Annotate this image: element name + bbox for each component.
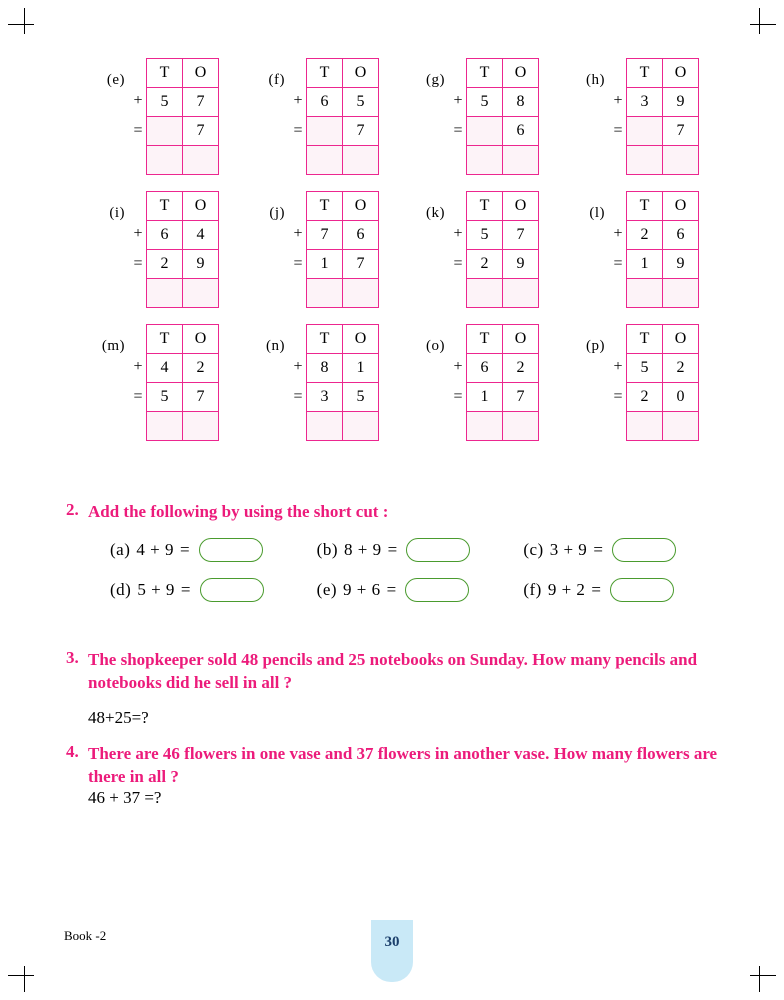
book-label: Book -2 [64,928,107,943]
table-row-addend1 [627,221,699,250]
cell-answer-ones[interactable] [343,279,379,308]
place-value-table [626,191,699,308]
cell-tens-input[interactable] [307,117,343,146]
table-row-headers [307,59,379,88]
op-blank [610,191,626,219]
header-ones: O [503,192,539,221]
table-row-answer [467,412,539,441]
crop-mark-icon [750,975,776,976]
question-3 [66,648,726,694]
table-row-addend1 [627,88,699,117]
shortcut-item-e [317,578,524,602]
cell-tens: 8 [307,354,343,383]
table-row-answer [307,146,379,175]
cell-ones: 6 [663,221,699,250]
op-equals: = [613,388,623,405]
shortcut-expression: 5 + 9 [137,580,175,599]
cell-answer-tens[interactable] [467,412,503,441]
table-row-addend1 [147,354,219,383]
table-row-headers [467,325,539,354]
sum-label: (i) [109,205,125,221]
place-value-table [146,191,219,308]
cell-tens-input[interactable] [467,117,503,146]
cell-answer-tens[interactable] [307,412,343,441]
cell-tens: 2 [627,383,663,412]
cell-tens-input[interactable] [147,117,183,146]
shortcut-expression: 8 + 9 [344,540,382,559]
table-row-addend2 [627,383,699,412]
grid-addition-exercises [88,58,728,457]
cell-ones: 5 [343,383,379,412]
cell-answer-tens[interactable] [627,412,663,441]
cell-answer-ones[interactable] [503,146,539,175]
place-value-table [466,324,539,441]
answer-input[interactable] [610,578,674,602]
place-value-table [626,58,699,175]
header-tens: T [467,59,503,88]
place-value-table [306,191,379,308]
question-4-working: 46 + 37 =? [88,788,162,807]
cell-tens-input[interactable] [627,117,663,146]
header-ones: O [663,192,699,221]
op-equals: = [613,122,623,139]
cell-answer-ones[interactable] [343,412,379,441]
cell-ones: 7 [503,383,539,412]
sum-label: (m) [101,338,125,354]
place-value-table [146,324,219,441]
sum-operators [290,324,306,412]
header-ones: O [503,325,539,354]
cell-ones: 7 [503,221,539,250]
cell-answer-ones[interactable] [183,279,219,308]
header-tens: T [627,325,663,354]
cell-ones: 8 [503,88,539,117]
shortcut-item-d [110,578,317,602]
table-row-addend2 [627,117,699,146]
cell-tens: 4 [147,354,183,383]
table-row-addend1 [307,221,379,250]
cell-answer-ones[interactable] [663,146,699,175]
sum-item-e [88,58,248,175]
answer-input[interactable] [199,538,263,562]
op-plus: + [133,225,143,242]
cell-answer-tens[interactable] [147,146,183,175]
op-blank [290,58,306,86]
header-tens: T [147,59,183,88]
shortcut-equals: = [180,580,192,599]
cell-answer-ones[interactable] [663,279,699,308]
table-row-addend2 [147,383,219,412]
sum-operators [130,58,146,146]
sum-item-f [248,58,408,175]
cell-answer-tens[interactable] [627,146,663,175]
op-plus: + [453,225,463,242]
table-row-addend2 [467,250,539,279]
cell-ones: 5 [343,88,379,117]
op-plus: + [613,92,623,109]
cell-ones: 0 [663,383,699,412]
crop-mark-icon [24,966,25,992]
op-blank [130,324,146,352]
question-2-number: 2. [66,500,79,519]
cell-answer-ones[interactable] [183,146,219,175]
table-row-addend1 [467,88,539,117]
crop-mark-icon [24,8,25,34]
shortcut-label: (a) [110,540,131,559]
table-row-headers [467,192,539,221]
sum-item-l [568,191,728,308]
table-row-addend1 [467,354,539,383]
sum-label: (k) [426,205,445,221]
shortcut-label: (f) [523,580,542,599]
header-tens: T [627,192,663,221]
header-tens: T [147,192,183,221]
cell-tens: 5 [147,88,183,117]
cell-ones: 7 [183,117,219,146]
sum-label: (j) [269,205,285,221]
table-row-answer [307,412,379,441]
table-row-headers [627,192,699,221]
cell-answer-ones[interactable] [343,146,379,175]
table-row-addend2 [627,250,699,279]
cell-tens: 7 [307,221,343,250]
op-blank [450,191,466,219]
table-row-addend1 [147,221,219,250]
answer-input[interactable] [200,578,264,602]
cell-tens: 6 [467,354,503,383]
cell-answer-ones[interactable] [503,412,539,441]
sum-operators [130,324,146,412]
table-row-headers [147,325,219,354]
table-row-answer [627,279,699,308]
cell-tens: 6 [147,221,183,250]
sum-operators [610,324,626,412]
sum-item-p [568,324,728,441]
table-row-addend1 [467,221,539,250]
question-2-text: Add the following by using the short cut : [88,502,389,521]
cell-ones: 2 [663,354,699,383]
cell-ones: 9 [183,250,219,279]
cell-tens: 6 [307,88,343,117]
shortcut-row [110,578,730,602]
crop-mark-icon [8,24,34,25]
op-plus: + [133,92,143,109]
table-row-addend2 [467,383,539,412]
op-plus: + [293,225,303,242]
shortcut-label: (e) [316,580,338,599]
cell-ones: 7 [343,117,379,146]
sum-label: (l) [589,205,605,221]
cell-answer-tens[interactable] [147,412,183,441]
cell-answer-ones[interactable] [183,412,219,441]
table-row-answer [627,146,699,175]
cell-ones: 6 [343,221,379,250]
place-value-table [626,324,699,441]
cell-tens: 5 [467,221,503,250]
sum-operators [130,191,146,279]
shortcut-exercises [110,538,730,618]
op-plus: + [613,225,623,242]
shortcut-label: (b) [316,540,338,559]
cell-ones: 1 [343,354,379,383]
table-row-addend2 [307,117,379,146]
place-value-table [306,324,379,441]
answer-input[interactable] [405,578,469,602]
question-3-number: 3. [66,648,79,667]
sum-label: (e) [106,72,125,88]
header-tens: T [147,325,183,354]
shortcut-equals: = [386,580,398,599]
op-equals: = [293,255,303,272]
cell-ones: 7 [183,383,219,412]
question-4 [66,742,726,788]
header-ones: O [663,59,699,88]
cell-answer-ones[interactable] [503,279,539,308]
table-row-addend2 [307,383,379,412]
question-2 [66,500,726,523]
header-ones: O [343,192,379,221]
cell-tens: 1 [467,383,503,412]
table-row-answer [147,412,219,441]
table-row-addend1 [627,354,699,383]
header-tens: T [307,325,343,354]
table-row-answer [147,279,219,308]
op-plus: + [293,358,303,375]
header-tens: T [467,192,503,221]
table-row-answer [467,146,539,175]
cell-tens: 3 [307,383,343,412]
sum-item-j [248,191,408,308]
header-ones: O [663,325,699,354]
header-ones: O [183,192,219,221]
table-row-answer [307,279,379,308]
cell-ones: 7 [183,88,219,117]
cell-ones: 6 [503,117,539,146]
shortcut-item-f [523,578,730,602]
grid-row [88,191,728,308]
sum-item-h [568,58,728,175]
place-value-table [146,58,219,175]
cell-tens: 2 [627,221,663,250]
cell-tens: 2 [467,250,503,279]
table-row-headers [467,59,539,88]
table-row-addend2 [147,250,219,279]
table-row-addend1 [307,88,379,117]
sum-label: (g) [426,72,445,88]
answer-input[interactable] [612,538,676,562]
op-blank [610,58,626,86]
op-equals: = [133,255,143,272]
table-row-addend2 [147,117,219,146]
header-tens: T [627,59,663,88]
cell-answer-tens[interactable] [467,146,503,175]
cell-tens: 1 [627,250,663,279]
cell-ones: 7 [343,250,379,279]
sum-operators [290,191,306,279]
sum-operators [450,58,466,146]
header-ones: O [343,325,379,354]
crop-mark-icon [759,8,760,34]
sum-operators [290,58,306,146]
cell-tens: 5 [467,88,503,117]
cell-ones: 2 [183,354,219,383]
sum-label: (f) [268,72,285,88]
table-row-headers [627,59,699,88]
cell-answer-tens[interactable] [467,279,503,308]
op-blank [450,324,466,352]
place-value-table [466,58,539,175]
sum-operators [610,191,626,279]
cell-answer-tens[interactable] [627,279,663,308]
cell-ones: 9 [503,250,539,279]
question-4-number: 4. [66,742,79,761]
table-row-headers [147,192,219,221]
sum-label: (n) [266,338,285,354]
op-equals: = [293,122,303,139]
question-3-working: 48+25=? [88,708,149,727]
shortcut-row [110,538,730,562]
shortcut-label: (d) [110,580,132,599]
question-3-text: The shopkeeper sold 48 pencils and 25 notebooks on Sunday. How many pencils and notebooks did he sell in all ? [88,650,698,692]
op-equals: = [453,388,463,405]
shortcut-equals: = [593,540,604,559]
op-equals: = [293,388,303,405]
crop-mark-icon [759,966,760,992]
op-equals: = [453,122,463,139]
op-plus: + [453,358,463,375]
crop-mark-icon [8,975,34,976]
grid-row [88,324,728,441]
table-row-answer [467,279,539,308]
place-value-table [306,58,379,175]
crop-mark-icon [750,24,776,25]
sum-label: (o) [426,338,445,354]
cell-answer-tens[interactable] [147,279,183,308]
sum-item-g [408,58,568,175]
sum-item-m [88,324,248,441]
header-ones: O [183,325,219,354]
cell-tens: 3 [627,88,663,117]
shortcut-equals: = [591,580,603,599]
header-ones: O [183,59,219,88]
table-row-headers [307,192,379,221]
table-row-answer [147,146,219,175]
cell-tens: 1 [307,250,343,279]
op-equals: = [133,122,143,139]
shortcut-label: (c) [523,540,544,559]
question-4-text: There are 46 flowers in one vase and 37 flowers in another vase. How many flowers are there in all ? [88,744,718,786]
op-plus: + [133,358,143,375]
cell-ones: 7 [663,117,699,146]
header-tens: T [307,192,343,221]
sum-label: (p) [586,338,605,354]
shortcut-expression: 9 + 6 [343,580,381,599]
table-row-headers [307,325,379,354]
cell-answer-ones[interactable] [663,412,699,441]
table-row-headers [147,59,219,88]
table-row-answer [627,412,699,441]
cell-ones: 9 [663,88,699,117]
sum-item-n [248,324,408,441]
shortcut-equals: = [179,540,191,559]
op-plus: + [453,92,463,109]
cell-answer-tens[interactable] [307,279,343,308]
header-ones: O [503,59,539,88]
shortcut-equals: = [387,540,399,559]
sum-operators [610,58,626,146]
shortcut-expression: 4 + 9 [136,540,174,559]
shortcut-item-c [523,538,730,562]
op-plus: + [293,92,303,109]
table-row-addend2 [467,117,539,146]
cell-answer-tens[interactable] [307,146,343,175]
table-row-addend1 [147,88,219,117]
op-blank [130,191,146,219]
op-equals: = [453,255,463,272]
header-ones: O [343,59,379,88]
shortcut-expression: 3 + 9 [549,540,588,559]
cell-ones: 4 [183,221,219,250]
table-row-addend2 [307,250,379,279]
op-plus: + [613,358,623,375]
op-equals: = [613,255,623,272]
op-blank [450,58,466,86]
op-equals: = [133,388,143,405]
page-number-badge: 30 [371,920,413,982]
sum-operators [450,324,466,412]
op-blank [610,324,626,352]
cell-tens: 5 [627,354,663,383]
header-tens: T [307,59,343,88]
op-blank [290,324,306,352]
op-blank [130,58,146,86]
header-tens: T [467,325,503,354]
grid-row [88,58,728,175]
table-row-headers [627,325,699,354]
sum-item-i [88,191,248,308]
sum-operators [450,191,466,279]
shortcut-item-a [110,538,317,562]
cell-tens: 2 [147,250,183,279]
sum-item-o [408,324,568,441]
place-value-table [466,191,539,308]
shortcut-expression: 9 + 2 [547,580,586,599]
cell-ones: 2 [503,354,539,383]
cell-ones: 9 [663,250,699,279]
sum-label: (h) [586,72,605,88]
sum-item-k [408,191,568,308]
answer-input[interactable] [406,538,470,562]
cell-tens: 5 [147,383,183,412]
op-blank [290,191,306,219]
table-row-addend1 [307,354,379,383]
shortcut-item-b [317,538,524,562]
